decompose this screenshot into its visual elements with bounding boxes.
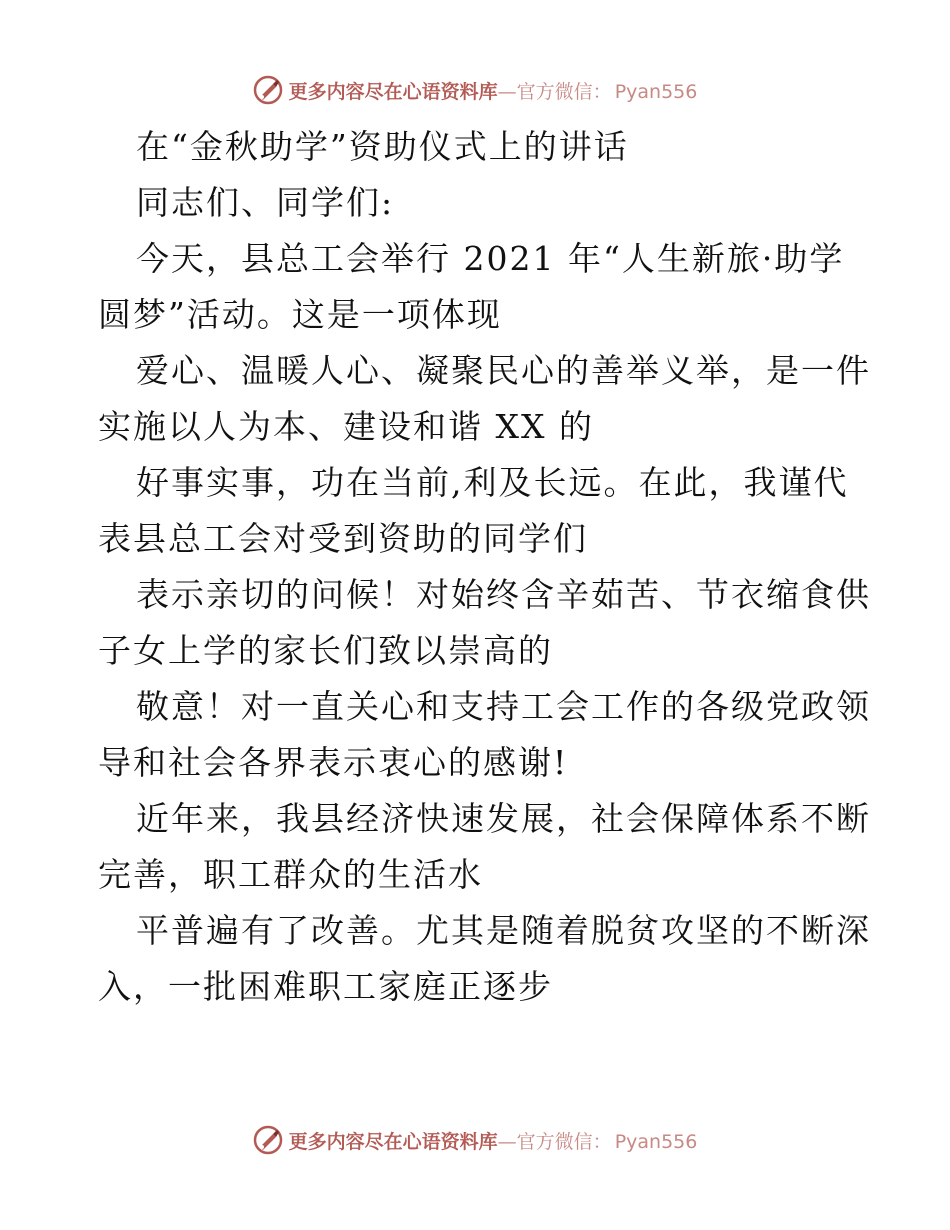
text-line: 好事实事，功在当前,利及长远。在此，我谨代 bbox=[136, 463, 849, 502]
watermark-footer bbox=[0, 1120, 950, 1160]
text-line: 完善，职工群众的生活水 bbox=[98, 855, 483, 894]
text-line: 导和社会各界表示衷心的感谢! bbox=[98, 743, 569, 782]
watermark-label: 官方微信： bbox=[516, 80, 612, 103]
watermark-main: 更多内容尽在心语资料库 bbox=[288, 1130, 498, 1153]
text-line: 敬意！对一直关心和支持工会工作的各级党政领 bbox=[136, 687, 871, 726]
watermark-id: Pyan556 bbox=[614, 80, 698, 103]
text-line: 入，一批困难职工家庭正逐步 bbox=[98, 967, 553, 1006]
watermark-dash: — bbox=[497, 1130, 517, 1153]
watermark-header bbox=[0, 70, 950, 110]
text-line: 今天，县总工会举行 2021 年“人生新旅·助学 bbox=[136, 239, 845, 278]
document-title: 在“金秋助学”资助仪式上的讲话 bbox=[136, 127, 629, 166]
text-line: 表县总工会对受到资助的同学们 bbox=[98, 519, 588, 558]
watermark-text bbox=[289, 77, 698, 104]
text-line: 子女上学的家长们致以崇高的 bbox=[98, 631, 553, 670]
watermark-main: 更多内容尽在心语资料库 bbox=[288, 80, 498, 103]
watermark-id: Pyan556 bbox=[614, 1130, 698, 1153]
pen-logo-icon bbox=[253, 75, 283, 105]
text-line: 表示亲切的问候！对始终含辛茹苦、节衣缩食供 bbox=[136, 575, 871, 614]
text-line: 爱心、温暖人心、凝聚民心的善举义举，是一件 bbox=[136, 351, 871, 390]
text-line: 近年来，我县经济快速发展，社会保障体系不断 bbox=[136, 799, 871, 838]
watermark-dash: — bbox=[497, 80, 517, 103]
watermark-text bbox=[289, 1127, 698, 1154]
pen-logo-icon bbox=[253, 1125, 283, 1155]
document-body bbox=[98, 119, 871, 1015]
text-line: 实施以人为本、建设和谐 XX 的 bbox=[98, 407, 594, 446]
text-line: 平普遍有了改善。尤其是随着脱贫攻坚的不断深 bbox=[136, 911, 871, 950]
salutation: 同志们、同学们: bbox=[136, 183, 395, 222]
watermark-label: 官方微信： bbox=[516, 1130, 612, 1153]
text-line: 圆梦”活动。这是一项体现 bbox=[98, 295, 502, 334]
